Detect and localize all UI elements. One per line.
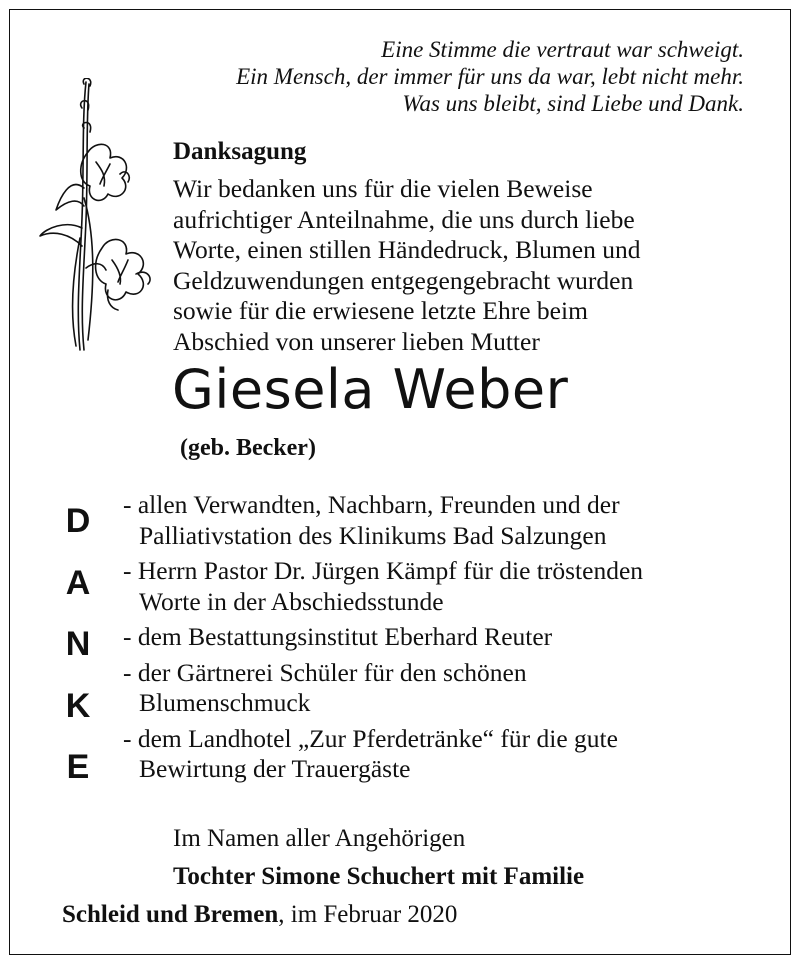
- thanks-line: Bewirtung der Trauergäste: [139, 754, 411, 783]
- thanks-line: Blumenschmuck: [139, 688, 311, 717]
- thanks-line: - Herrn Pastor Dr. Jürgen Kämpf für die tröstenden: [123, 556, 644, 585]
- thanks-line: - dem Landhotel „Zur Pferdetränke“ für die gute: [123, 723, 618, 753]
- place-date: [62, 901, 457, 929]
- thanks-line: - der Gärtnerei Schüler für den schönen: [123, 657, 527, 687]
- thanks-line: - allen Verwandten, Nachbarn, Freunden und der: [123, 490, 620, 519]
- body-line: sowie für die erwiesene letzte Ehre beim: [173, 296, 588, 325]
- heading: Danksagung: [173, 138, 307, 165]
- thanks-line: Worte in der Abschiedsstunde: [139, 586, 444, 616]
- closing-line: Im Namen aller Angehörigen: [173, 825, 466, 852]
- maiden-name: (geb. Becker): [180, 435, 316, 461]
- iris-flower-icon: [36, 78, 164, 354]
- body-line: Worte, einen stillen Händedruck, Blumen und: [173, 235, 641, 264]
- poem: [144, 36, 744, 117]
- danke-letter: E: [66, 748, 90, 786]
- body-line: aufrichtiger Anteilnahme, die uns durch liebe: [173, 204, 635, 234]
- thanks-item: [123, 724, 643, 785]
- signature: Tochter Simone Schuchert mit Familie: [173, 863, 585, 890]
- date: , im Februar 2020: [278, 901, 458, 928]
- danke-letter: A: [65, 563, 91, 602]
- poem-line: Ein Mensch, der immer für uns da war, lebt nicht mehr.: [236, 64, 744, 89]
- poem-line: Eine Stimme die vertraut war schweigt.: [381, 37, 744, 62]
- notice-frame: [9, 9, 791, 955]
- deceased-name: Giesela Weber: [172, 358, 569, 421]
- poem-line: Was uns bleibt, sind Liebe und Dank.: [402, 91, 744, 116]
- thanks-item: [123, 622, 643, 653]
- thanks-line: Palliativstation des Klinikums Bad Salzungen: [139, 520, 607, 550]
- thanks-item: [123, 658, 643, 719]
- closing: [173, 820, 584, 896]
- thanks-item: [123, 556, 643, 617]
- body-text: [173, 174, 640, 357]
- body-line: Abschied von unserer lieben Mutter: [173, 326, 540, 356]
- danke-vertical: [60, 497, 96, 805]
- danke-letter: N: [65, 625, 91, 663]
- body-line: Wir bedanken uns für die vielen Beweise: [173, 174, 593, 203]
- thanks-item: [123, 490, 643, 551]
- thanks-line: - dem Bestattungsinstitut Eberhard Reuter: [123, 622, 553, 651]
- thanks-list: [123, 490, 643, 790]
- danke-letter: K: [65, 686, 91, 725]
- danke-letter: D: [65, 502, 91, 540]
- body-line: Geldzuwendungen entgegengebracht wurden: [173, 265, 634, 295]
- places: Schleid und Bremen: [62, 901, 279, 928]
